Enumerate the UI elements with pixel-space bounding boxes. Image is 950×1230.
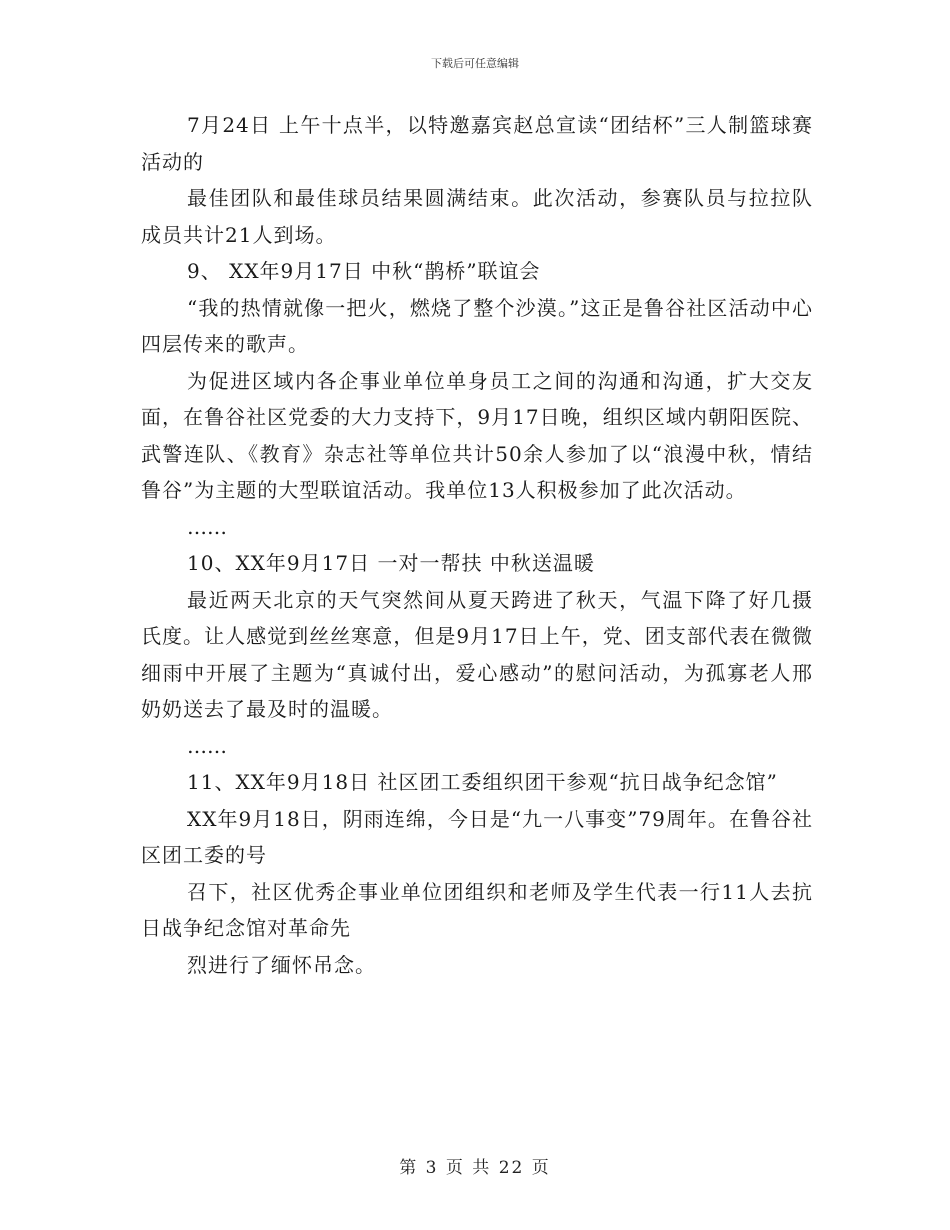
paragraph: 召下，社区优秀企事业单位团组织和老师及学生代表一行11人去抗日战争纪念馆对革命先: [141, 879, 813, 940]
document-body: [141, 107, 813, 983]
paragraph: 最近两天北京的天气突然间从夏天跨进了秋天，气温下降了好几摄氏度。让人感觉到丝丝寒意，但是9月17日上午，党、团支部代表在微微细雨中开展了主题为“真诚付出，爱心感动”的慰问活动，为孤寡老人邢奶奶送去了最及时的温暖。: [141, 587, 813, 721]
paragraph: 7月24日 上午十点半，以特邀嘉宾赵总宣读“团结杯”三人制篮球赛活动的: [141, 113, 813, 174]
section-heading: 11、XX年9月18日 社区团工委组织团干参观“抗日战争纪念馆”: [187, 770, 778, 794]
ellipsis: ……: [187, 514, 227, 539]
paragraph: 最佳团队和最佳球员结果圆满结束。此次活动，参赛队员与拉拉队成员共计21人到场。: [141, 186, 813, 247]
paragraph: 为促进区域内各企事业单位单身员工之间的沟通和沟通，扩大交友面，在鲁谷社区党委的大力支持下，9月17日晚，组织区域内朝阳医院、武警连队、《教育》杂志社等单位共计50余人参加了以“浪漫中秋，情结鲁谷”为主题的大型联谊活动。我单位13人积极参加了此次活动。: [141, 368, 813, 502]
paragraph: XX年9月18日，阴雨连绵，今日是“九一八事变”79周年。在鲁谷社区团工委的号: [141, 806, 813, 867]
page-header-note: 下载后可任意编辑: [431, 57, 519, 70]
paragraph: “我的热情就像一把火，燃烧了整个沙漠。”这正是鲁谷社区活动中心四层传来的歌声。: [141, 295, 813, 356]
page-number-footer: 第 3 页 共 22 页: [399, 1158, 551, 1178]
section-heading: 9、 XX年9月17日 中秋“鹊桥”联谊会: [187, 259, 541, 283]
paragraph: 烈进行了缅怀吊念。: [187, 952, 376, 977]
ellipsis: ……: [187, 733, 227, 758]
section-heading: 10、XX年9月17日 一对一帮扶 中秋送温暖: [187, 551, 595, 575]
